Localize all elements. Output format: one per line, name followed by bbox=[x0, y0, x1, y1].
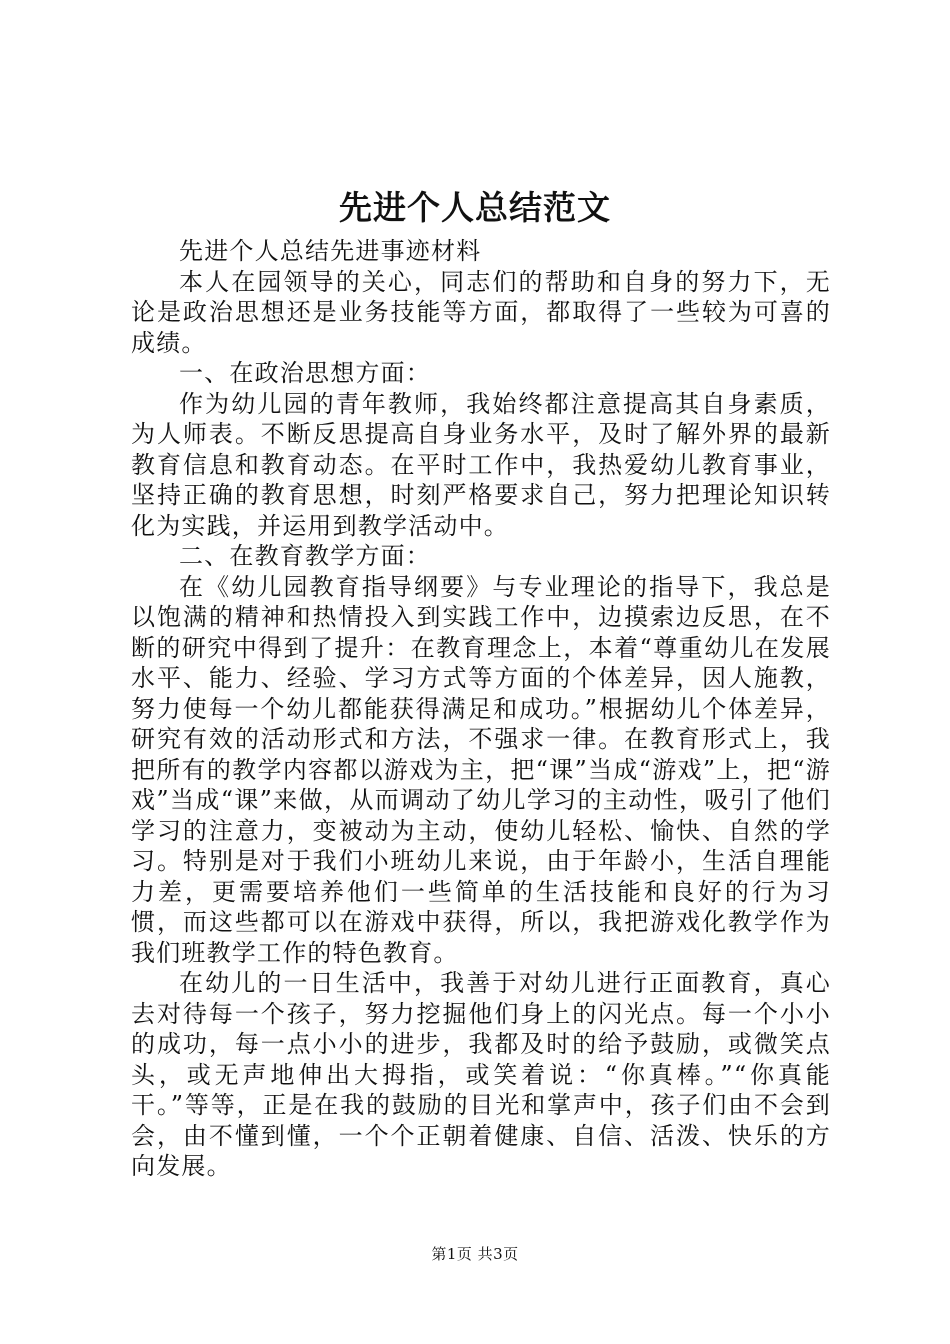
document-body bbox=[131, 236, 831, 1182]
paragraph-politics: 作为幼儿园的青年教师，我始终都注意提高其自身素质，为人师表。不断反思提高自身业务水平，及时了解外界的最新教育信息和教育动态。在平时工作中，我热爱幼儿教育事业，坚持正确的教育思想，时刻严格要求自己，努力把理论知识转化为实践，并运用到教学活动中。 bbox=[131, 389, 831, 540]
document-title: 先进个人总结范文 bbox=[339, 188, 611, 227]
section-heading-politics: 一、在政治思想方面： bbox=[179, 359, 431, 387]
paragraph-teaching: 在《幼儿园教育指导纲要》与专业理论的指导下，我总是以饱满的精神和热情投入到实践工作中，边摸索边反思，在不断的研究中得到了提升：在教育理念上，本着“尊重幼儿在发展水平、能力、经验、学习方式等方面的个体差异，因人施教，努力使每一个幼儿都能获得满足和成功。”根据幼儿个体差异，研究有效的活动形式和方法，不强求一律。在教育形式上，我把所有的教学内容都以游戏为主，把“课”当成“游戏”上，把“游戏”当成“课”来做，从而调动了幼儿学习的主动性，吸引了他们学习的注意力，变被动为主动，使幼儿轻松、愉快、自然的学习。特别是对于我们小班幼儿来说，由于年龄小，生活自理能力差，更需要培养他们一些简单的生活技能和良好的行为习惯，而这些都可以在游戏中获得，所以，我把游戏化教学作为我们班教学工作的特色教育。 bbox=[131, 572, 831, 967]
paragraph-subtitle: 先进个人总结先进事迹材料 bbox=[179, 237, 482, 265]
page-footer: 第1页 共3页 bbox=[431, 1245, 519, 1263]
section-heading-teaching: 二、在教育教学方面： bbox=[179, 542, 431, 570]
paragraph-daily-life: 在幼儿的一日生活中，我善于对幼儿进行正面教育，真心去对待每一个孩子，努力挖掘他们身上的闪光点。每一个小小的成功，每一点小小的进步，我都及时的给予鼓励，或微笑点头，或无声地伸出大拇指，或笑着说：“你真棒。”“你真能干。”等等，正是在我的鼓励的目光和掌声中，孩子们由不会到会，由不懂到懂，一个个正朝着健康、自信、活泼、快乐的方向发展。 bbox=[131, 969, 831, 1180]
paragraph-intro: 本人在园领导的关心，同志们的帮助和自身的努力下，无论是政治思想还是业务技能等方面，都取得了一些较为可喜的成绩。 bbox=[131, 267, 831, 357]
